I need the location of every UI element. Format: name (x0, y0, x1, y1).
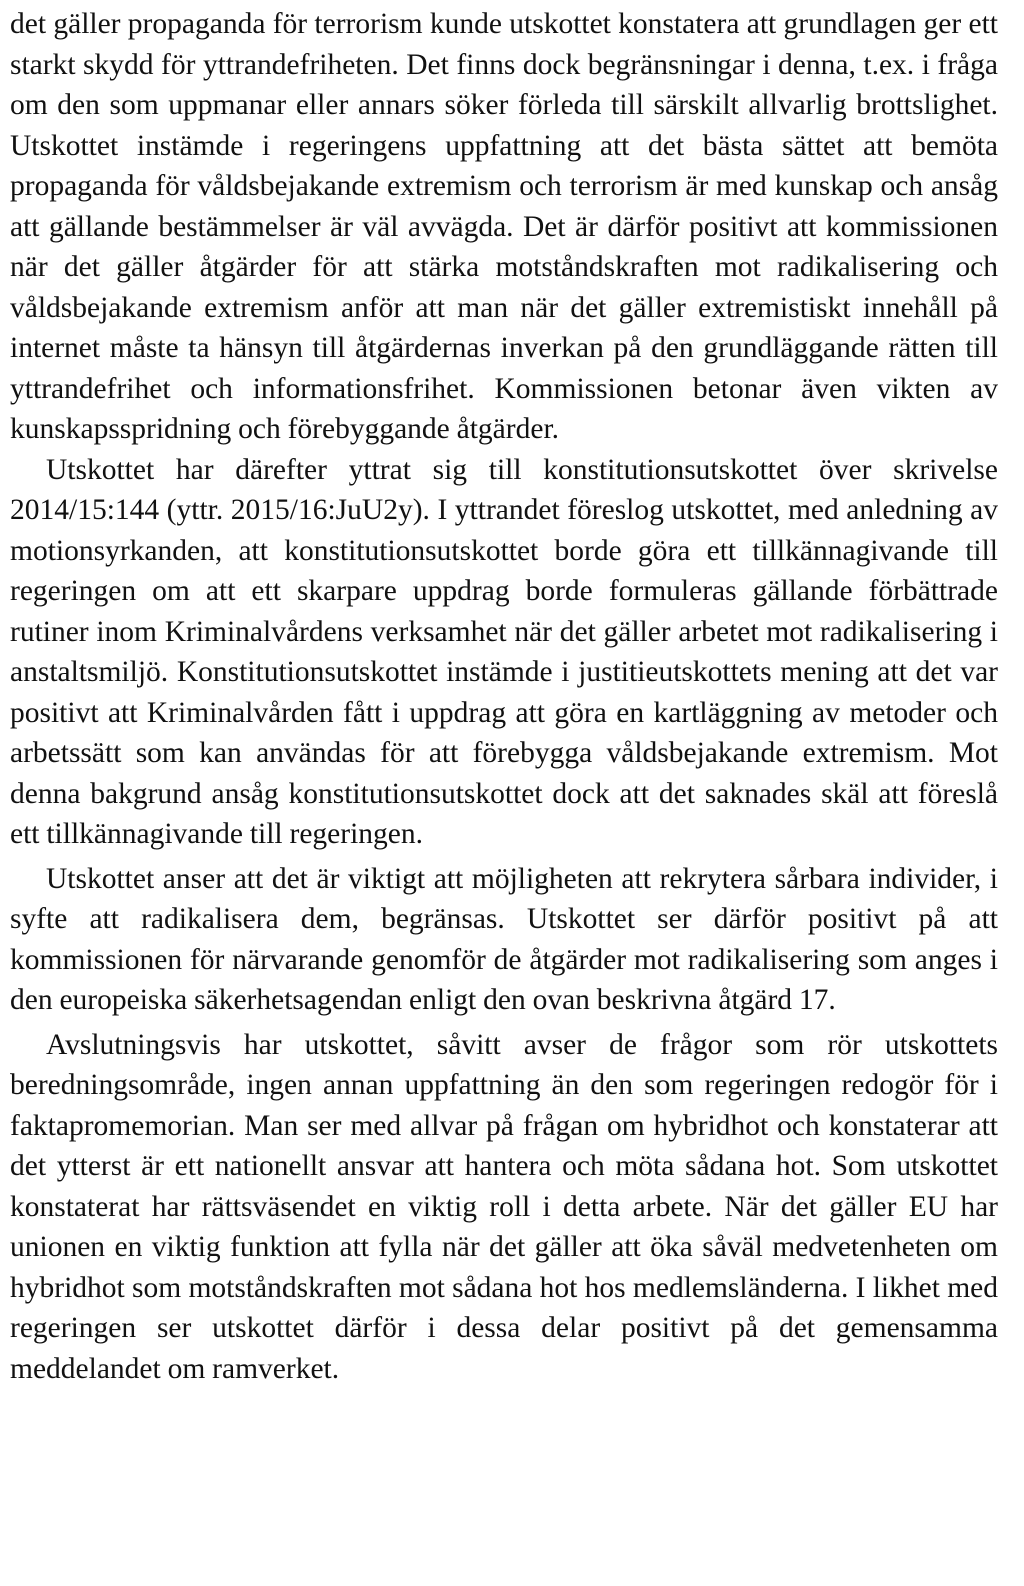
paragraph-konstitutionsutskottet: Utskottet har därefter yttrat sig till konstitutionsutskottet över skrivelse 2014/15:144 (yttr. 2015/16:JuU2y). I yttrandet föreslog utskottet, med anledning av motionsyrkanden, att konstitutionsutskottet borde göra ett tillkännagivande till regeringen om att ett skarpare uppdrag borde formuleras gällande förbättrade rutiner inom Kriminalvårdens verksamhet när det gäller arbetet mot radikalisering i anstaltsmiljö. Konstitutionsutskottet instämde i justitieutskottets mening att det var positivt att Kriminalvården fått i uppdrag att göra en kartläggning av metoder och arbetssätt som kan användas för att förebygga våldsbejakande extremism. Mot denna bakgrund ansåg konstitutionsutskottet dock att det saknades skäl att föreslå ett tillkännagivande till regeringen. (10, 453, 998, 850)
paragraph-avslutning: Avslutningsvis har utskottet, såvitt avser de frågor som rör utskottets beredningsområde, ingen annan uppfattning än den som regeringen redogör för i faktapromemorian. Man ser med allvar på frågan om hybridhot och konstaterar att det ytterst är ett nationellt ansvar att hantera och möta sådana hot. Som utskottet konstaterat har rättsväsendet en viktig roll i detta arbete. När det gäller EU har unionen en viktig funktion att fylla när det gäller att öka såväl medvetenheten om hybridhot som motståndskraften mot sådana hot hos medlemsländerna. I likhet med regeringen ser utskottet därför i dessa delar positivt på det gemensamma meddelandet om ramverket. (10, 1028, 998, 1385)
paragraph-rekrytering: Utskottet anser att det är viktigt att möjligheten att rekrytera sårbara individer, i syfte att radikalisera dem, begränsas. Utskottet ser därför positivt på att kommissionen för närvarande genomför de åtgärder mot radikalisering som anges i den europeiska säkerhetsagendan enligt den ovan beskrivna åtgärd 17. (10, 862, 998, 1016)
paragraph-propaganda: det gäller propaganda för terrorism kunde utskottet konstatera att grundlagen ger ett starkt skydd för yttrandefriheten. Det finns dock begränsningar i denna, t.ex. i fråga om den som uppmanar eller annars söker förleda till särskilt allvarlig brottslighet. Utskottet instämde i regeringens uppfattning att det bästa sättet att bemöta propaganda för våldsbejakande extremism och terrorism är med kunskap och ansåg att gällande bestämmelser är väl avvägda. Det är därför positivt att kommissionen när det gäller åtgärder för att stärka motståndskraften mot radikalisering och våldsbejakande extremism anför att man när det gäller extremistiskt innehåll på internet måste ta hänsyn till åtgärdernas inverkan på den grundläggande rätten till yttrandefrihet och informationsfrihet. Kommissionen betonar även vikten av kunskapsspridning och förebyggande åtgärder. (10, 8, 998, 445)
